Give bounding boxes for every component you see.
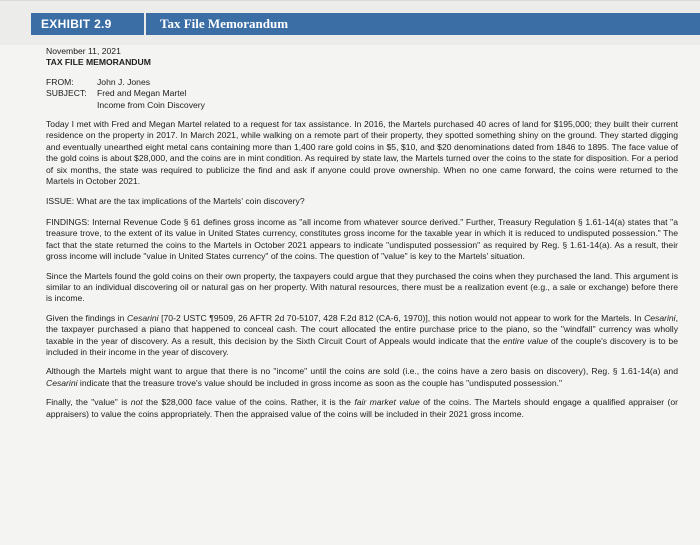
exhibit-header [0, 0, 700, 45]
case-name: Cesarini [127, 312, 159, 323]
text-run: Given the findings in [46, 312, 128, 323]
paragraph-issue: ISSUE: What are the tax implications of the Martels' coin discovery? [46, 196, 305, 207]
memo-body [46, 46, 678, 420]
text-run: Although the Martels might want to argue that there is no "income" until the coins are sold (i.e., the coins have a zero basis on discovery), Reg. § 1.61-14(a) and [46, 366, 678, 377]
exhibit-title: Tax File Memorandum [144, 13, 700, 35]
text-run: [70-2 USTC ¶9509, 26 AFTR 2d 70-5107, 428 F.2d 812 (CA-6, 1970)], this notion would not appear to work for the Martels. In [158, 312, 645, 323]
paragraph-since: Since the Martels found the gold coins on their own property, the taxpayers could argue that they purchased the coins when they purchased the land. This argument is similar to an individual discovering oil or natural gas on her property. With natural resources, there must be a realization event (e.g., a sale or exchange) before there is income. [46, 270, 678, 304]
text-run: of the couple's discovery is to be included in their income in the year of discovery. [46, 335, 678, 357]
subject-value-line2: Income from Coin Discovery [97, 99, 205, 110]
text-run: , the taxpayer purchased a piano that happened to conceal cash. The court allocated the entire purchase price to the piano, so the "windfall" currency was wholly taxable in the year of discovery. As a result, this decision by the Sixth Circuit Court of Appeals would indicate that the [46, 312, 678, 346]
from-value: John J. Jones [97, 76, 151, 87]
subject-value: Fred and Megan Martel [97, 88, 187, 99]
memo-date: November 11, 2021 [46, 46, 121, 56]
text-run: indicate that the treasure trove's value should be included in gross income as soon as the couple has "undisputed possession." [77, 377, 563, 388]
paragraph-although [46, 366, 678, 389]
paragraph-given [46, 313, 678, 359]
emphasis: not [130, 397, 143, 408]
from-label: FROM: [46, 76, 74, 87]
paragraph-finally [46, 397, 678, 420]
text-run: the $28,000 face value of the coins. Rather, it is the [142, 397, 355, 408]
case-name: Cesarini [46, 377, 78, 388]
paragraph-background: Today I met with Fred and Megan Martel related to a request for tax assistance. In 2016, the Martels purchased 40 acres of land for $195,000; they built their current residence on the property in 2017. In March 2021, while walking on a remote part of their property, they spotted something shiny on the ground. They started digging and eventually unearthed eight metal cans containing more than 1,400 rare gold coins in $5, $10, and $20 denominations dated from 1846 to 1895. The face value of the gold coins is about $28,000, and the coins are in mint condition. As required by state law, the Martels turned over the coins to the state for disposition. For a period of six months, the state was required to publicize the find and ask if anyone could prove ownership. When no one came forward, the coins were returned to the Martels in October 2021. [46, 119, 678, 187]
text-run: Finally, the "value" is [46, 397, 131, 408]
subject-row [46, 88, 678, 99]
emphasis: fair market value [354, 397, 420, 408]
case-name: Cesarini [644, 312, 676, 323]
paragraph-findings: FINDINGS: Internal Revenue Code § 61 defines gross income as "all income from whatever source derived." Further, Treasury Regulation § 1.61-14(a) states that "a treasure trove, to the extent of its value in United States currency, constitutes gross income for the taxable year in which it is reduced to undisputed possession." The fact that the state returned the coins to the Martels in October 2021 appears to indicate "undisputed possession" as required by Reg. § 1.61-14(a). As a result, their gross income will include "value in United States currency" of the coins. The question of "value" is key to the Martels' situation. [46, 216, 678, 262]
memo-meta [46, 77, 678, 111]
memo-heading: TAX FILE MEMORANDUM [46, 57, 151, 68]
text-run: of the coins. The Martels should engage a qualified appraiser (or appraisers) to value the coins appropriately. Then the appraised value of the coins will be included in their 2021 gross income. [46, 397, 679, 419]
emphasis: entire value [502, 335, 548, 346]
subject-label: SUBJECT: [46, 88, 87, 99]
from-row [46, 77, 678, 88]
exhibit-label: EXHIBIT 2.9 [31, 13, 144, 35]
